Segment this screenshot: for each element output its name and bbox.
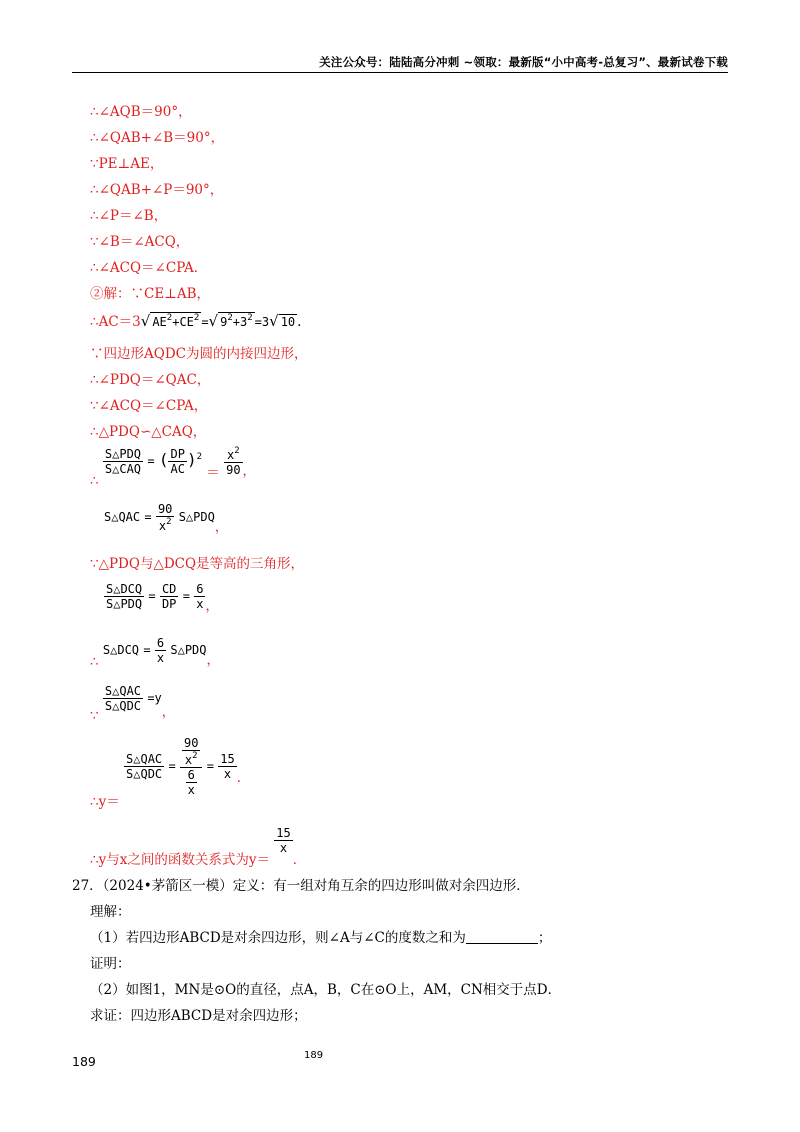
formula-area-ratio-1: ∴ $\frac{\text{S△PDQ}}{\text{S△CAQ}}$ = ( $\frac{DP}{AC}$ )$^2$ ＝ $\frac{x^2}{90}$ ， [90, 446, 256, 489]
step-4: ∴∠QAB+∠P＝90°， [90, 182, 224, 198]
final-relation-line: ∴y与x之间的函数关系式为y＝ $\frac{15}{x}$ ． [90, 826, 307, 868]
answer-blank [466, 931, 538, 944]
step-7: ∴∠ACQ＝∠CPA． [90, 260, 208, 276]
page-header: 关注公众号：陆陆高分冲刺 ~领取：最新版“小中高考-总复习”、最新试卷下载 [319, 55, 728, 69]
header-rule [72, 72, 728, 73]
step-3: ∵PE⊥AE， [90, 156, 164, 172]
ac-radical-1: $AE^2+CE^2$ [152, 313, 200, 329]
step-6: ∵∠B＝∠ACQ， [90, 234, 190, 250]
step-2: ∴∠QAB+∠B＝90°， [90, 130, 225, 146]
formula-dcq: ∴ S△DCQ = $\frac{6}{x}$ S△PDQ， [90, 636, 220, 670]
step-5: ∴∠P＝∠B， [90, 208, 168, 224]
question-1: （1）若四边形ABCD是对余四边形，则∠A与∠C的度数之和为 ； [90, 930, 552, 946]
step-1: ∴∠AQB＝90°， [90, 104, 192, 120]
understand-label: 理解： [90, 904, 131, 920]
formula-y-def: ∵ $\frac{\text{S△QAC}}{\text{S△QDC}}$ =y， [90, 684, 175, 724]
page-number-center: 189 [304, 1050, 324, 1061]
ac-prefix: ∴AC＝3 [90, 314, 141, 330]
page-number-left: 189 [72, 1054, 96, 1069]
formula-y-result: ∴y＝ $\frac{\text{S△QAC}}{\text{S△QDC}}$ = $\frac{\frac{90}{x^2}}{\frac{6}{x}}$ = $\frac{15}{x}$ ． [90, 736, 251, 810]
step-12: ∵∠ACQ＝∠CPA， [90, 398, 208, 414]
step-11: ∴∠PDQ＝∠QAC， [90, 372, 211, 388]
formula-dcq-ratio: $\frac{\text{S△DCQ}}{\text{S△PDQ}}$ = $\frac{CD}{DP}$ = $\frac{6}{x}$ ， [106, 582, 219, 614]
step-8: ②解：∵CE⊥AB， [90, 286, 211, 302]
question-2-prove: 求证：四边形ABCD是对余四边形； [90, 1008, 307, 1024]
ac-formula-line: ∴AC＝3√ $AE^2+CE^2$ =√ $9^2+3^2 =3√$ 10 . [90, 312, 302, 330]
problem-27-title: 27．（2024•茅箭区一模）定义：有一组对角互余的四边形叫做对余四边形． [72, 878, 530, 894]
step-14: ∵△PDQ与△DCQ是等高的三角形， [90, 556, 305, 572]
question-2: （2）如图1，MN是⊙O的直径，点A，B，C在⊙O上，AM，CN相交于点D． [90, 982, 562, 998]
step-10: ∵四边形AQDC为圆的内接四边形， [90, 346, 308, 362]
step-13: ∴△PDQ∽△CAQ， [90, 424, 207, 440]
ac-radical-2: $9^2+3^2$ [220, 313, 253, 329]
prove-label: 证明： [90, 956, 131, 972]
formula-qac: S△QAC = $\frac{90}{x^2}$ S△PDQ， [104, 502, 228, 535]
ac-radical-3: 10 [280, 315, 296, 329]
